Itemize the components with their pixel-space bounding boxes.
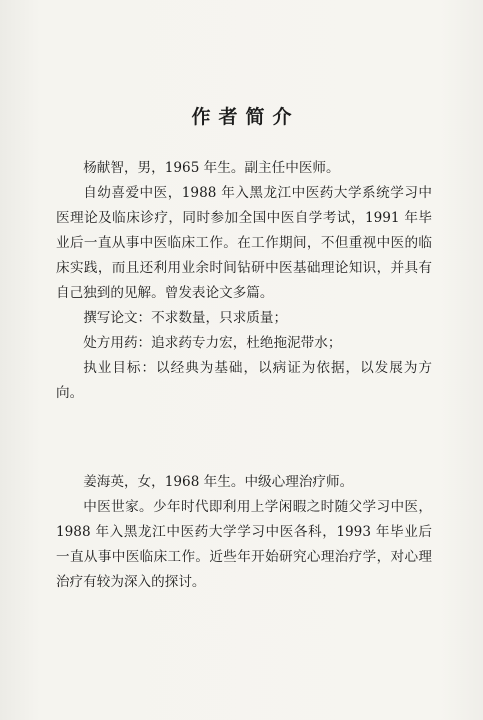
author1-writing: 撰写论文：不求数量，只求质量； <box>83 310 288 326</box>
author1-intro: 杨献智，男，1965 年生。副主任中医师。 <box>83 160 340 176</box>
author2-bio: 中医世家。少年时代即利用上学闲暇之时随父学习中医，1988 年入黑龙江中医药大学学习中医各科，1993 年毕业后一直从事中医临床工作。近些年开始研究心理治疗学，对心理治疗有较为深入的探讨。 <box>56 499 432 590</box>
author1-bio: 自幼喜爱中医，1988 年入黑龙江中医药大学系统学习中医理论及临床诊疗，同时参加全国中医自学考试，1991 年毕业后一直从事中医临床工作。在工作期间，不但重视中医的临床实践，而且还利用业余时间钻研中医基础理论知识，并具有自己独到的见解。曾发表论文多篇。 <box>56 185 432 301</box>
author2-intro: 姜海英，女，1968 年生。中级心理治疗师。 <box>83 474 354 490</box>
author1-practice: 执业目标：以经典为基础，以病证为依据，以发展为方向。 <box>56 360 432 401</box>
author2-section <box>56 470 432 595</box>
page-title: 作者简介 <box>191 106 300 128</box>
author1-section <box>56 156 432 406</box>
author1-prescribing: 处方用药：追求药专力宏，杜绝拖泥带水； <box>83 335 342 351</box>
